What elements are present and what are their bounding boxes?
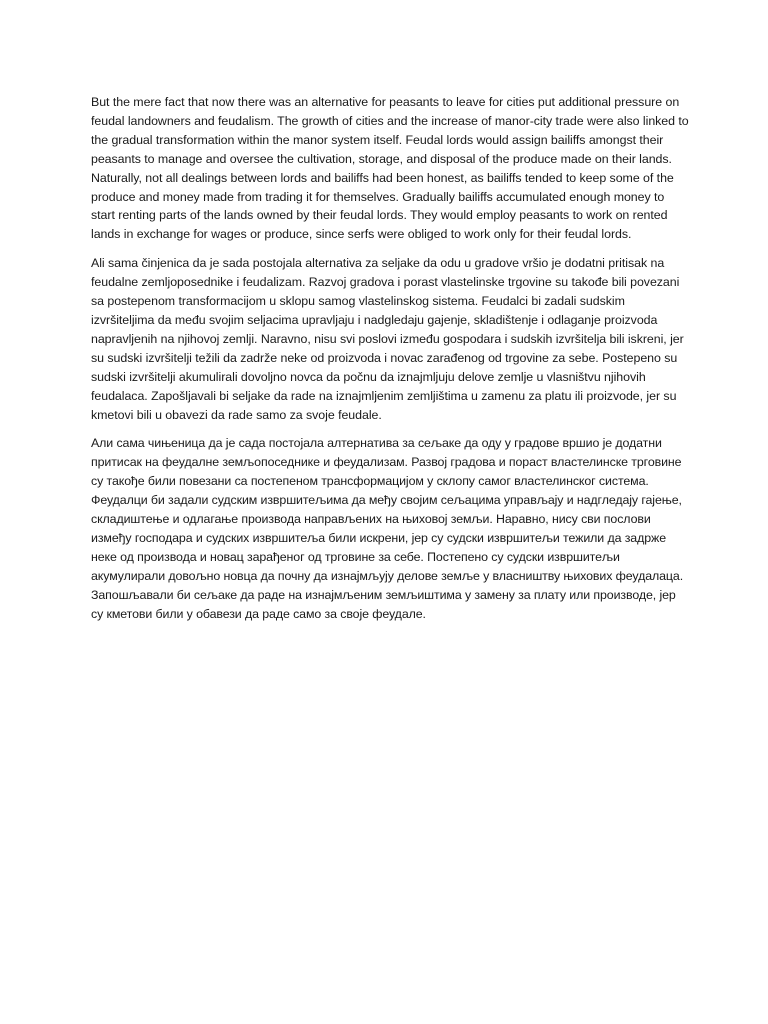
document-body: [91, 93, 691, 633]
paragraph-serbian-cyrillic: Али сама чињеница да је сада постојала алтернатива за сељаке да оду у градове вршио је додатни притисак на феудалне земљопоседнике и феудализам. Развој градова и пораст властелинске трговине су такође били повезани са постепеном трансформацијом у склопу самог властелинског система. Феудалци би задали судским извршитељима да међу својим сељацима управљају и надгледају гајење, складиштење и одлагање производа направљених на њиховој земљи. Наравно, нису сви послови између господара и судских извршитеља били искрени, јер су судски извршитељи тежили да задрже неке од производа и новац зарађеног од трговине за себе. Постепено су судски извршитељи акумулирали довољно новца да почну да изнајмљују делове земље у власништву њихових феудалаца. Запошљавали би сељаке да раде на изнајмљеним земљиштима у замену за плату или производе, јер су кметови били у обавези да раде само за своје феудале.: [91, 436, 684, 621]
paragraph-serbian-latin: Ali sama činjenica da je sada postojala alternativa za seljake da odu u gradove vršio je dodatni pritisak na feudalne zemljoposednike i feudalizam. Razvoj gradova i porast vlastelinske trgovine su takođe bili povezani sa postepenom transformacijom u sklopu samog vlastelinskog sistema. Feudalci bi zadali sudskim izvršiteljima da među svojim seljacima upravljaju i nadgledaju gajenje, skladištenje i odlaganje proizvoda napravljenih na njihovoj zemlji. Naravno, nisu svi poslovi između gospodara i sudskih izvršitelja bili iskreni, jer su sudski izvršitelji težili da zadrže neke od proizvoda i novac zarađenog od trgovine za sebe. Postepeno su sudski izvršitelji akumulirali dovoljno novca da počnu da iznajmljuju delove zemlje u vlasništvu njihovih feudalaca. Zapošljavali bi seljake da rade na iznajmljenim zemljištima u zamenu za platu ili proizvode, jer su kmetovi bili u obavezi da rade samo za svoje feudale.: [91, 256, 684, 422]
paragraph-english: But the mere fact that now there was an alternative for peasants to leave for cities put additional pressure on feudal landowners and feudalism. The growth of cities and the increase of manor-city trade were also linked to the gradual transformation within the manor system itself. Feudal lords would assign bailiffs amongst their peasants to manage and oversee the cultivation, storage, and disposal of the produce made on their lands. Naturally, not all dealings between lords and bailiffs had been honest, as bailiffs tended to keep some of the produce and money made from trading it for themselves. Gradually bailiffs accumulated enough money to start renting parts of the lands owned by their feudal lords. They would employ peasants to work on rented lands in exchange for wages or produce, since serfs were obliged to work only for their feudal lords.: [91, 95, 689, 242]
